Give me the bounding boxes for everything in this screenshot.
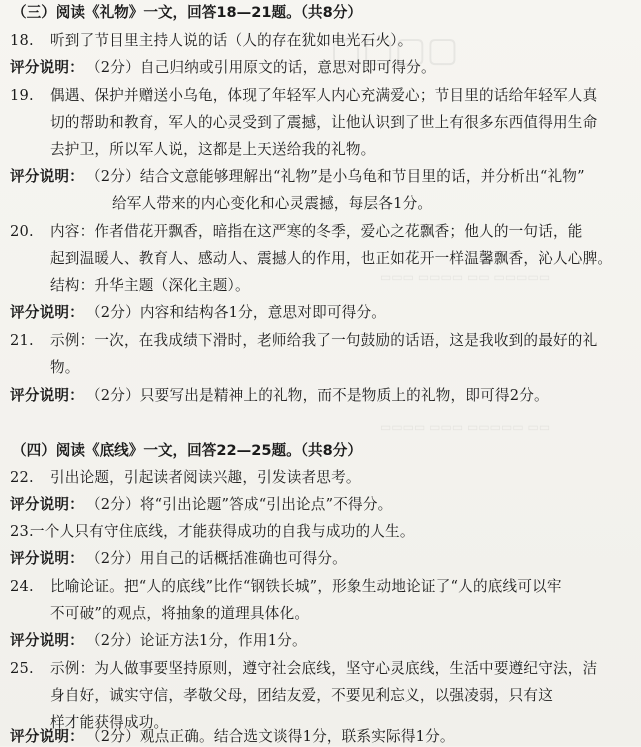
answer-text: 不可破”的观点，将抽象的道理具体化。 — [50, 605, 310, 622]
scoring-label: 评分说明： — [10, 496, 84, 513]
question-number: 24. — [10, 578, 34, 595]
scoring-label: 评分说明： — [10, 168, 84, 185]
scoring-text: （2分）只要写出是精神上的礼物，而不是物质上的礼物，即可得2分。 — [86, 387, 549, 404]
section-4-header: （四）阅读《底线》一文，回答22—25题。（共8分） — [12, 442, 362, 459]
answer-text: 偶遇、保护并赠送小乌龟，体现了年轻军人内心充满爱心；节目里的话给年轻军人真 — [50, 87, 598, 104]
scoring-label: 评分说明： — [10, 387, 84, 404]
question-number: 18. — [10, 32, 34, 49]
bleed-through-texture: ▭▭▭ ▭▭▭▭ ▭▭ ▭▭▭▭▭ — [380, 270, 551, 284]
answer-text: 示例：一次，在我成绩下滑时，老师给我了一句鼓励的话语，这是我收到的最好的礼 — [50, 332, 598, 349]
scoring-label: 评分说明： — [10, 304, 84, 321]
bleed-through-watermark: ▢▢▢▢ — [330, 30, 459, 70]
answer-text: 结构：升华主题（深化主题）。 — [50, 277, 250, 294]
scoring-label: 评分说明： — [10, 632, 84, 649]
answer-text: 比喻论证。把“人的底线”比作“钢铁长城”，形象生动地论证了“人的底线可以牢 — [50, 578, 562, 595]
scoring-text: （2分）内容和结构各1分，意思对即可得分。 — [86, 304, 387, 321]
answer-text: 样才能获得成功。 — [50, 714, 169, 731]
section-3-header: （三）阅读《礼物》一文，回答18—21题。（共8分） — [12, 4, 362, 21]
answer-text: 起到温暖人、教育人、感动人、震撼人的作用，也正如花开一样温馨飘香，沁人心脾。 — [50, 250, 613, 267]
question-number: 23. — [10, 523, 34, 540]
question-number: 20. — [10, 223, 34, 240]
answer-text: 去护卫，所以军人说，这都是上天送给我的礼物。 — [50, 141, 376, 158]
question-number: 21. — [10, 332, 34, 349]
scoring-label: 评分说明： — [10, 59, 84, 76]
scoring-text: （2分）自己归纳或引用原文的话，意思对即可得分。 — [86, 59, 436, 76]
scoring-text: 给军人带来的内心变化和心灵震撼，每层各1分。 — [112, 195, 433, 212]
bleed-through-texture: ▭▭▭▭ ▭▭▭ ▭▭▭▭▭ ▭▭ — [380, 420, 551, 434]
question-number: 19. — [10, 87, 34, 104]
answer-text: 引出论题，引起读者阅读兴趣，引发读者思考。 — [50, 469, 361, 486]
scoring-text: （2分）将“引出论题”答成“引出论点”不得分。 — [86, 496, 393, 513]
scoring-label: 评分说明： — [10, 550, 84, 567]
answer-text: 物。 — [50, 359, 80, 376]
answer-text: 身自好，诚实守信，孝敬父母，团结友爱，不要见利忘义，以强凌弱，只有这 — [50, 687, 553, 704]
scoring-text: （2分）结合文意能够理解出“礼物”是小乌龟和节目里的话，并分析出“礼物” — [86, 168, 585, 185]
scoring-label: 评分说明： — [10, 728, 84, 745]
question-number: 25. — [10, 660, 34, 677]
answer-text: 示例：为人做事要坚持原则，遵守社会底线，坚守心灵底线，生活中要遵纪守法，洁 — [50, 660, 598, 677]
scoring-text: （2分）观点正确。结合选文谈得1分，联系实际得1分。 — [86, 728, 455, 745]
question-number: 22. — [10, 469, 34, 486]
answer-text: 听到了节目里主持人说的话（人的存在犹如电光石火）。 — [50, 32, 413, 49]
scoring-text: （2分）用自己的话概括准确也可得分。 — [86, 550, 347, 567]
answer-text: 切的帮助和教育，军人的心灵受到了震撼，让他认识到了世上有很多东西值得用生命 — [50, 114, 598, 131]
answer-text: 一个人只有守住底线，才能获得成功的自我与成功的人生。 — [30, 523, 415, 540]
answer-text: 内容：作者借花开飘香，暗指在这严寒的冬季，爱心之花飘香；他人的一句话，能 — [50, 223, 583, 240]
scoring-text: （2分）论证方法1分，作用1分。 — [86, 632, 307, 649]
